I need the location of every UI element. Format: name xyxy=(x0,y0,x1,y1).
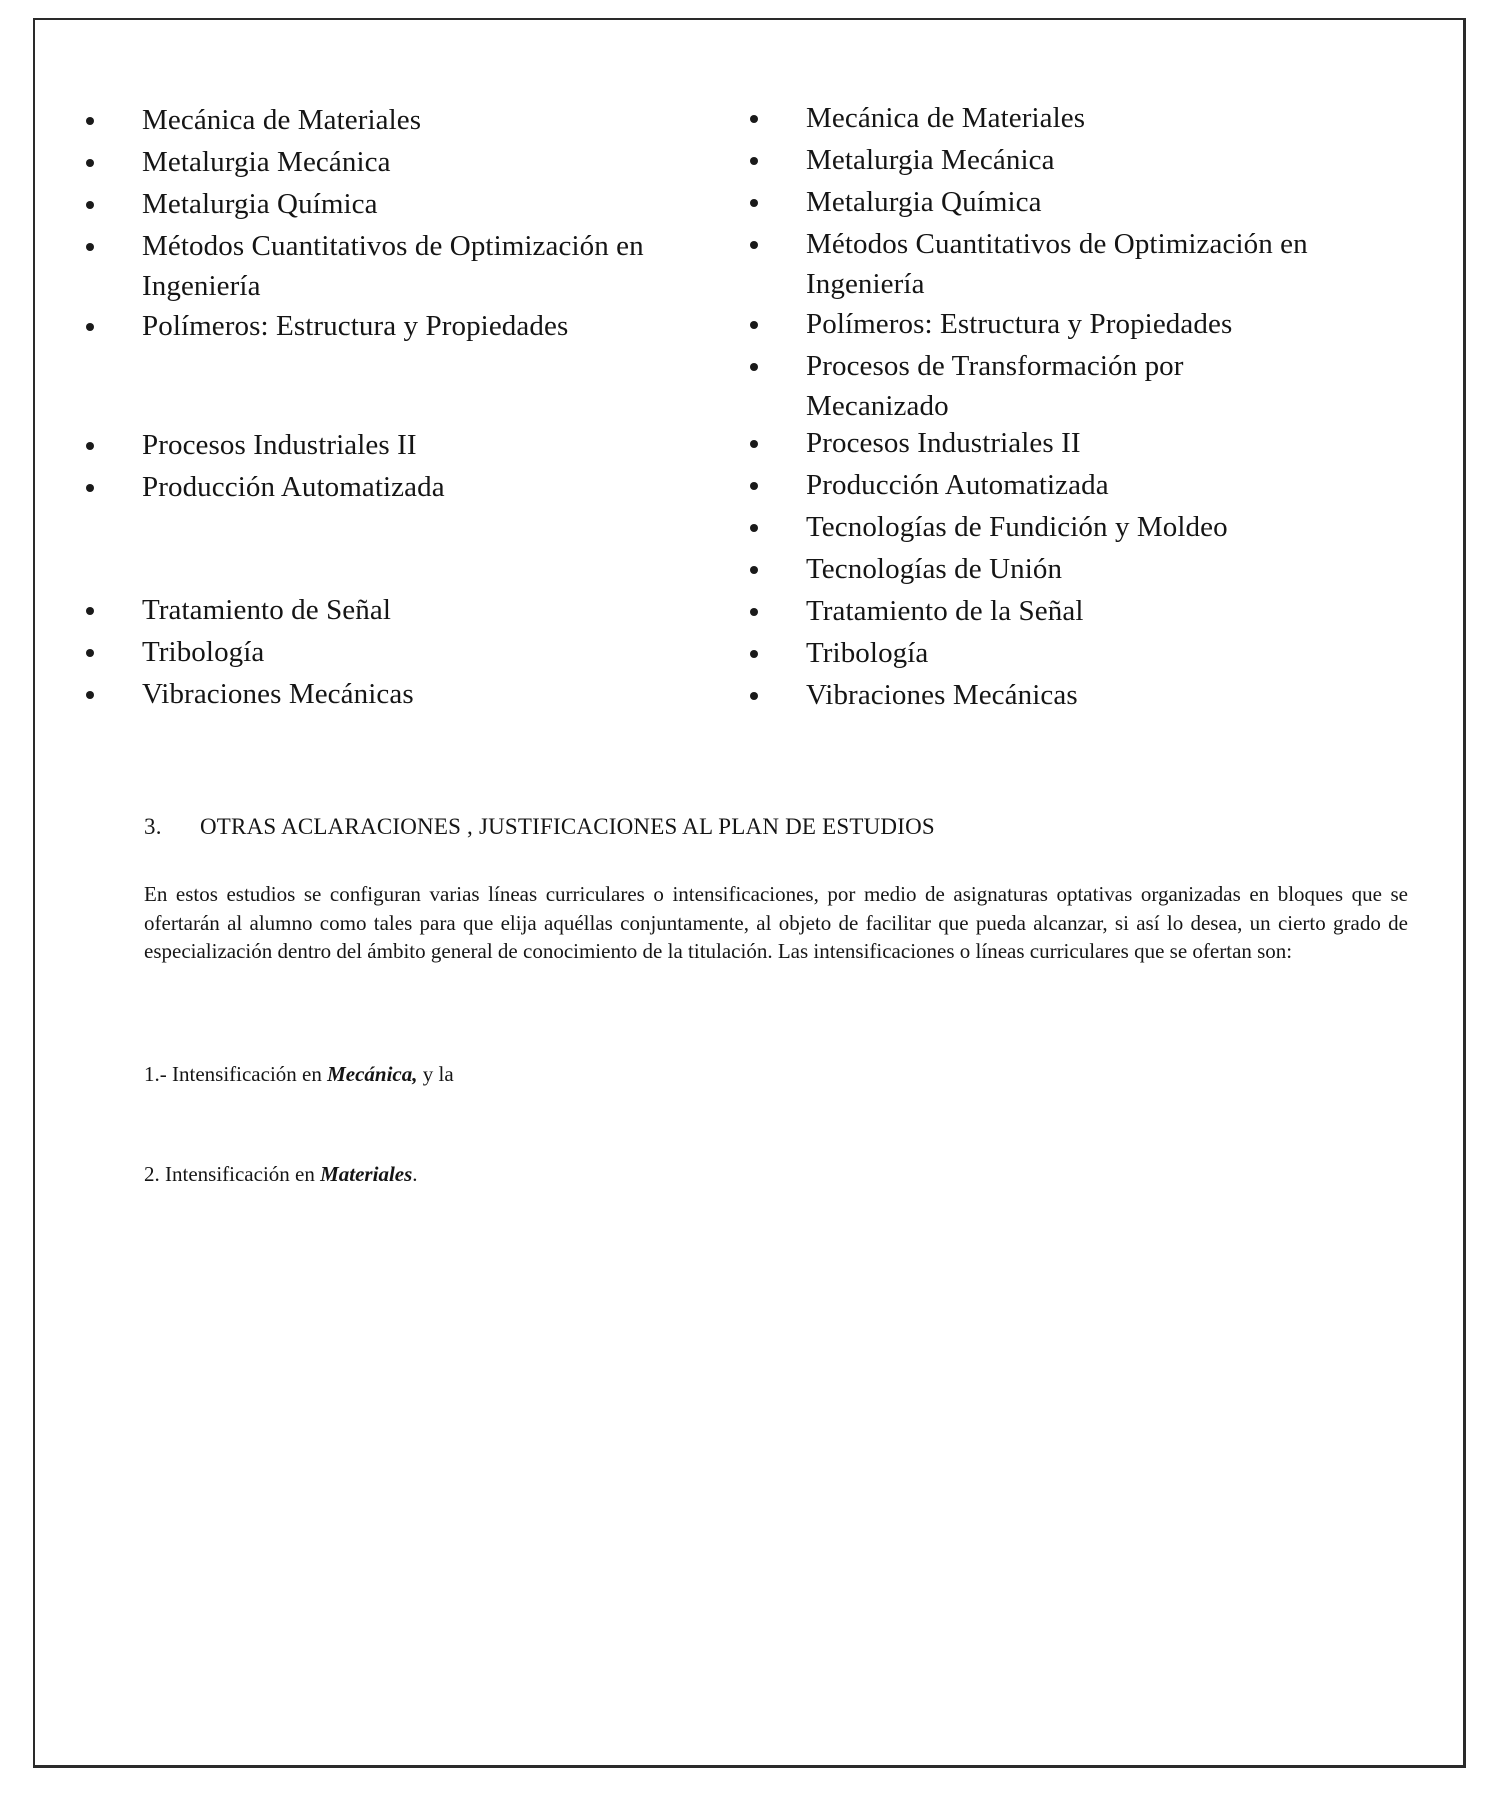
intensification-2-prefix: 2. Intensificación en xyxy=(144,1162,321,1186)
section-number: 3. xyxy=(144,814,162,839)
right-list-item: Métodos Cuantitativos de Optimización en xyxy=(806,228,1308,260)
right-bullet xyxy=(750,692,758,700)
section-title: OTRAS ACLARACIONES , JUSTIFICACIONES AL PLAN DE ESTUDIOS xyxy=(200,814,935,839)
right-list-item: Mecánica de Materiales xyxy=(806,102,1086,134)
right-list-item: Ingeniería xyxy=(806,268,925,300)
right-list-item: Metalurgia Química xyxy=(806,186,1042,218)
left-bullet xyxy=(86,243,94,251)
intensification-1 xyxy=(144,1060,454,1088)
right-bullet xyxy=(750,650,758,658)
section-heading xyxy=(144,812,935,842)
intensification-2 xyxy=(144,1160,418,1188)
right-bullet xyxy=(750,524,758,532)
right-bullet xyxy=(750,157,758,165)
left-list-item: Métodos Cuantitativos de Optimización en xyxy=(142,230,644,262)
right-bullet xyxy=(750,199,758,207)
right-list-item: Metalurgia Mecánica xyxy=(806,144,1055,176)
left-list-item: Tribología xyxy=(142,636,265,668)
intensification-2-suffix: . xyxy=(412,1162,418,1186)
right-list-item: Producción Automatizada xyxy=(806,469,1109,501)
left-bullet xyxy=(86,691,94,699)
right-list-item: Tribología xyxy=(806,637,929,669)
right-bullet xyxy=(750,482,758,490)
intensification-2-emphasis: Materiales xyxy=(320,1162,413,1186)
right-bullet xyxy=(750,115,758,123)
right-bullet xyxy=(750,440,758,448)
right-list-item: Vibraciones Mecánicas xyxy=(806,679,1078,711)
right-list-item: Procesos Industriales II xyxy=(806,427,1081,459)
left-bullet xyxy=(86,323,94,331)
right-list-item: Tratamiento de la Señal xyxy=(806,595,1084,627)
right-bullet xyxy=(750,608,758,616)
left-list-item: Polímeros: Estructura y Propiedades xyxy=(142,310,569,342)
right-list-item: Mecanizado xyxy=(806,390,949,422)
left-bullet xyxy=(86,649,94,657)
right-list-item: Tecnologías de Fundición y Moldeo xyxy=(806,511,1228,543)
right-bullet xyxy=(750,241,758,249)
right-list-item: Procesos de Transformación por xyxy=(806,350,1184,382)
left-bullet xyxy=(86,442,94,450)
intensification-1-emphasis: Mecánica, xyxy=(327,1062,418,1086)
left-list-item: Metalurgia Química xyxy=(142,188,378,220)
left-list-item: Producción Automatizada xyxy=(142,471,445,503)
left-list-item: Metalurgia Mecánica xyxy=(142,146,391,178)
left-bullet xyxy=(86,159,94,167)
left-bullet xyxy=(86,607,94,615)
intensification-1-suffix: y la xyxy=(417,1062,454,1086)
body-paragraph: En estos estudios se configuran varias líneas curriculares o intensificaciones, por medio de asignaturas optativas organizadas en bloques que se ofertarán al alumno como tales para que elija aquéllas conjuntamente, al objeto de facilitar que pueda alcanzar, si así lo desea, un cierto grado de especialización dentro del ámbito general de conocimiento de la titulación. Las intensificaciones o líneas curriculares que se ofertan son: xyxy=(144,882,1408,963)
left-list-item: Mecánica de Materiales xyxy=(142,104,422,136)
left-list-item: Procesos Industriales II xyxy=(142,429,417,461)
left-list-item: Tratamiento de Señal xyxy=(142,594,391,626)
right-bullet xyxy=(750,363,758,371)
right-list-item: Tecnologías de Unión xyxy=(806,553,1063,585)
left-list-item: Vibraciones Mecánicas xyxy=(142,678,414,710)
right-list-item: Polímeros: Estructura y Propiedades xyxy=(806,308,1233,340)
right-bullet xyxy=(750,566,758,574)
left-bullet xyxy=(86,117,94,125)
left-bullet xyxy=(86,484,94,492)
left-bullet xyxy=(86,201,94,209)
left-list-item: Ingeniería xyxy=(142,270,261,302)
intensification-1-prefix: 1.- Intensificación en xyxy=(144,1062,328,1086)
right-bullet xyxy=(750,321,758,329)
